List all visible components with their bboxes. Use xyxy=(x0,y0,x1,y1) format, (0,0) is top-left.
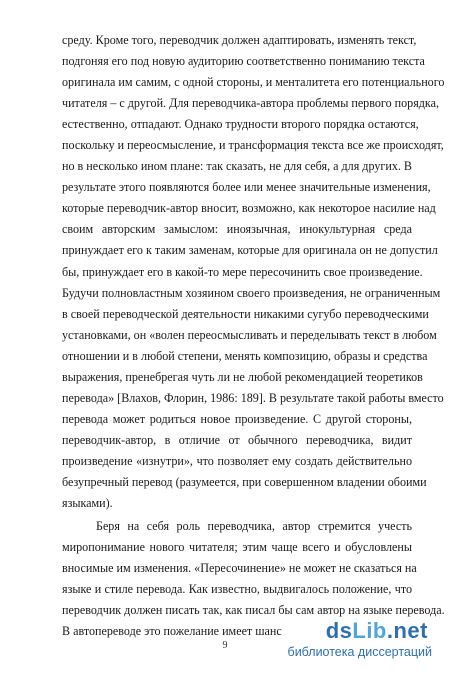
text-line: установками, он «волен переосмысливать и переделывать текст в любом xyxy=(62,327,437,342)
text-line: В автопереводе это пожелание имеет шанс xyxy=(62,624,282,639)
page-number: 9 xyxy=(222,640,228,651)
text-line: в своей переводческой деятельности никакими сугубо переводческими xyxy=(62,306,429,321)
watermark xyxy=(226,618,436,666)
text-line: которые переводчик-автор вносит, возможно, как некоторое насилие над xyxy=(62,201,436,216)
text-line: бы, принуждает его в какой-то мере пересочинить свое произведение. xyxy=(62,264,423,279)
text-line: миропонимание нового читателя; этим чаще всего и обусловлены xyxy=(62,540,412,555)
text-line: языке и стиле перевода. Как известно, выдвигалось положение, что xyxy=(62,582,412,597)
text-line: результате этого появляются более или менее значительные изменения, xyxy=(62,180,431,195)
text-line: переводчик должен писать так, как писал бы сам автор на языке перевода. xyxy=(62,603,445,618)
text-line: Беря на себя роль переводчика, автор стремится учесть xyxy=(96,519,412,533)
text-line: вносимые им изменения. «Пересочинение» не может не сказаться на xyxy=(62,561,417,576)
text-line: подгоняя его под новую аудиторию соответственно пониманию текста xyxy=(62,54,425,69)
watermark-logo-net: .net xyxy=(386,618,428,643)
watermark-logo-lib: Lib xyxy=(352,618,387,643)
text-line: оригинала им самим, с одной стороны, и менталитета его потенциального xyxy=(62,75,445,90)
text-line: произведение «изнутри», что позволяет ему создать действительно xyxy=(62,453,412,468)
text-line: отношении и в любой степени, менять композицию, образы и средства xyxy=(62,348,428,363)
text-line: переводчик-автор, в отличие от обычного переводчика, видит xyxy=(62,432,412,447)
watermark-logo-ds: ds xyxy=(325,618,353,643)
text-line: поскольку и переосмысление, и трансформация текста все же происходят, xyxy=(62,138,444,153)
text-line: перевода» [Влахов, Флорин, 1986: 189]. В результате такой работы вместо xyxy=(62,390,444,405)
text-line: безупречный перевод (разумеется, при совершенном владении обоими xyxy=(62,474,427,489)
text-line: принуждает его к таким заменам, которые для оригинала он не допустил xyxy=(62,243,438,258)
text-line: читателя – с другой. Для переводчика-автора проблемы первого порядка, xyxy=(62,96,440,111)
text-line: своим авторским замыслом: иноязычная, инокультурная среда xyxy=(62,222,412,237)
watermark-subtitle: библиотека диссертаций xyxy=(287,645,432,659)
text-line: среду. Кроме того, переводчик должен адаптировать, изменять текст, xyxy=(62,33,417,47)
text-line: но в несколько ином плане: так сказать, не для себя, а для других. В xyxy=(62,159,412,174)
text-line: перевода может родиться новое произведение. С другой стороны, xyxy=(62,411,412,426)
paragraph-1 xyxy=(62,30,445,514)
text-line: выражения, пренебрегая чуть ли не любой рекомендацией теоретиков xyxy=(62,369,423,384)
text-line: естественно, отпадают. Однако трудности второго порядка остаются, xyxy=(62,117,419,132)
text-line: языками). xyxy=(62,496,113,511)
text-line: Будучи полновластным хозяином своего произведения, не ограниченным xyxy=(62,285,441,300)
watermark-logo xyxy=(326,618,428,644)
